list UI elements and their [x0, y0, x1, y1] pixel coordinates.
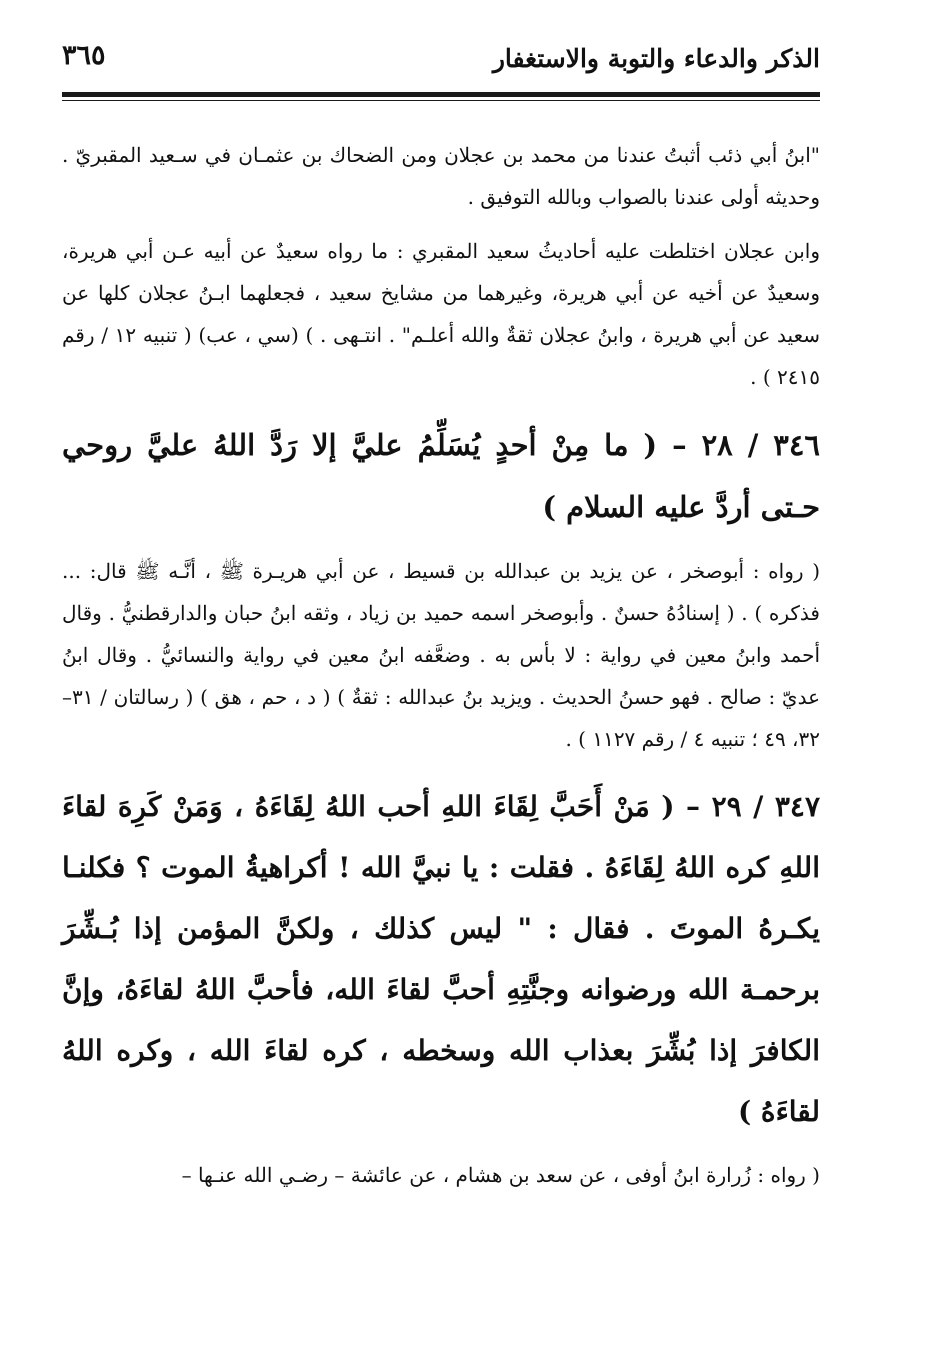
page-content [62, 134, 820, 1196]
book-page [62, 38, 820, 1313]
spacer [62, 760, 820, 776]
header-rule [62, 92, 820, 97]
hadith-346 [62, 414, 820, 538]
hadith-number: ٣٤٧ / ٢٩ [711, 790, 820, 823]
spacer [62, 398, 820, 414]
spacer [62, 218, 820, 230]
paragraph-quote: "ابنُ أبي ذئب أثبتُ عندنا من محمد بن عجلان ومن الضحاك بن عثمـان في سـعيد المقبريّ . وحديثه أولى عندنا بالصواب وبالله التوفيق . [62, 143, 820, 209]
running-header [62, 38, 820, 86]
hadith-347-commentary: ( رواه : زُرارة ابنُ أوفى ، عن سعد بن هشام ، عن عائشة – رضـي الله عنـها – [181, 1163, 820, 1187]
chapter-title: الذكر والدعاء والتوبة والاستغفار [492, 44, 820, 73]
hadith-346-commentary: ( رواه : أبوصخر ، عن يزيد بن عبدالله بن قسيط ، عن أبي هريـرة ﷺ ، أنَّـه ﷺ قال: ... فذكره ) . ( إسنادُهُ حسنٌ . وأبوصخر اسمه حميد بن زياد ، وثقه ابنُ حبان والدارقطنيُّ . وقال أحمد وابنُ معين في رواية : لا بأس به . وضعَّفه ابنُ معين في رواية والنسائيُّ . وقال ابنُ عديّ : صالح . فهو حسنُ الحديث . ويزيد بنُ عبدالله : ثقةٌ ) ( د ، حم ، هق ) ( رسالتان / ٣١–٣٢، ٤٩ ؛ تنبيه ٤ / رقم ١١٢٧ ) . [62, 559, 820, 751]
paragraph-commentary: وابن عجلان اختلطت عليه أحاديثُ سعيد المقبري : ما رواه سعيدٌ عن أبيه عـن أبي هريرة، وسعيدٌ عن أخيه عن أبي هريرة، وغيرهما من مشايخ سعيد ، فجعلهما ابـنُ عجلان كلها عن سعيد عن أبي هريرة ، وابنُ عجلان ثقةٌ والله أعلـم" . انتـهى . ) (سي ، عب) ( تنبيه ١٢ / رقم ٢٤١٥ ) . [62, 239, 820, 389]
hadith-347 [62, 776, 820, 1142]
hadith-text: – ( ما مِنْ أحدٍ يُسَلِّمُ عليَّ إلا رَدَّ اللهُ عليَّ روحي حـتى أردَّ عليه السلام ) [62, 428, 820, 524]
spacer [62, 1142, 820, 1154]
page-number: ٣٦٥ [62, 40, 106, 71]
hadith-text: – ( مَنْ أَحَبَّ لِقَاءَ اللهِ أحب اللهُ لِقَاءَهُ ، وَمَنْ كَرِهَ لقاءَ اللهِ كره اللهُ لِقَاءَهُ . فقلت : يا نبيَّ الله ! أكراهيةُ الموت ؟ فكلنـا يكـرهُ الموتَ . فقال : " ليس كذلك ، ولكنَّ المؤمن إذا بُـشِّرَ برحمـة الله ورضوانه وجنَّتِهِ أحبَّ لقاءَ الله، فأحبَّ اللهُ لقاءَهُ، وإنَّ الكافرَ إذا بُشِّرَ بعذاب الله وسخطه ، كره لقاءَ الله ، وكره اللهُ لقاءَهُ ) [62, 790, 820, 1128]
spacer [62, 538, 820, 550]
hadith-number: ٣٤٦ / ٢٨ [701, 428, 820, 462]
